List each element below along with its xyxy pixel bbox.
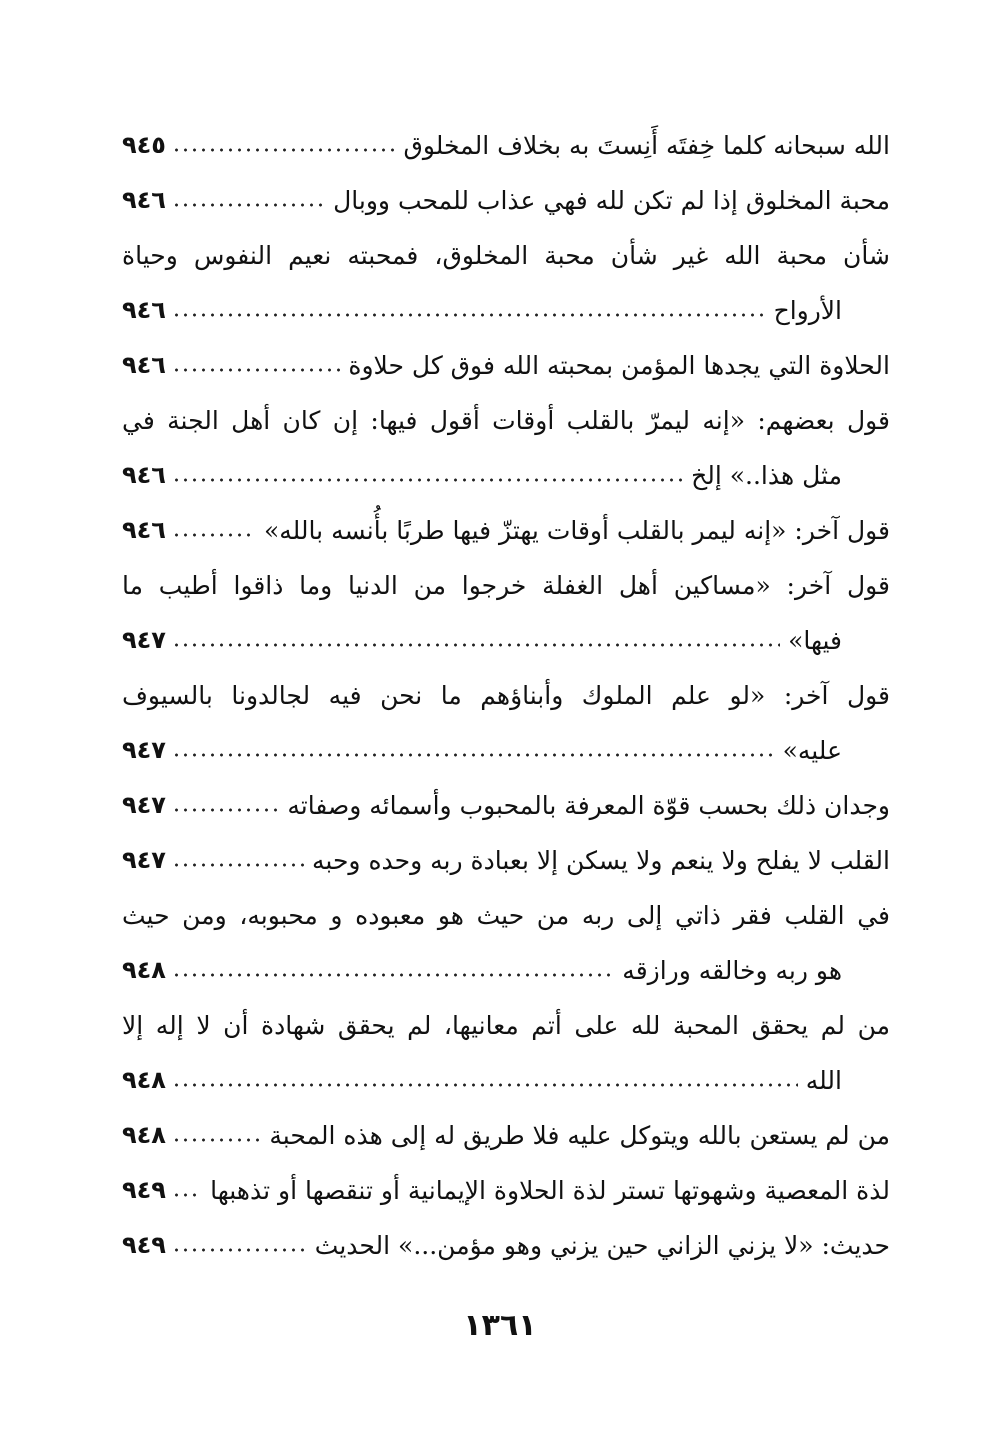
toc-entry-line [122,338,890,393]
toc-entry-line [122,613,890,668]
toc-entry-text: قول آخر: «مساكين أهل الغفلة خرجوا من الدنيا وما ذاقوا أطيب ما [122,571,890,600]
toc-entry [122,503,890,558]
toc-entry-page: ٩٤٦ [122,186,166,214]
toc-entry-line [122,778,890,833]
dot-leader [172,475,683,485]
toc-entry-page: ٩٤٧ [122,626,166,654]
dot-leader [172,530,256,540]
toc-entry-line [122,833,890,888]
toc-entry-text: الحلاوة التي يجدها المؤمن بمحبته الله فوق كل حلاوة [348,351,890,380]
toc-entry [122,393,890,503]
dot-leader [172,310,766,320]
table-of-contents [122,118,890,1273]
toc-entry [122,118,890,173]
toc-entry-line [122,943,890,998]
toc-entry-text: قول بعضهم: «إنه ليمرّ بالقلب أوقات أقول فيها: إن كان أهل الجنة في [122,406,890,435]
toc-entry [122,1163,890,1218]
toc-entry-text: قول آخر: «لو علم الملوك وأبناؤهم ما نحن فيه لجالدونا بالسيوف [122,681,890,710]
toc-entry-page: ٩٤٦ [122,351,166,379]
toc-entry-text: حديث: «لا يزني الزاني حين يزني وهو مؤمن...» الحديث [314,1231,890,1260]
toc-entry-page: ٩٤٥ [122,131,166,159]
dot-leader [172,1080,798,1090]
toc-entry [122,833,890,888]
toc-entry-line [122,283,890,338]
toc-entry-line [122,118,890,173]
toc-entry-text: مثل هذا..» إلخ [691,461,842,490]
page-number: ١٣٦١ [463,1308,537,1343]
toc-entry-text: قول آخر: «إنه ليمر بالقلب أوقات يهتزّ فيها طربًا بأُنسه بالله» [263,516,890,545]
toc-entry [122,778,890,833]
toc-entry-page: ٩٤٩ [122,1176,166,1204]
toc-entry [122,888,890,998]
toc-entry-text: الله سبحانه كلما خِفتَه أَنِستَ به بخلاف المخلوق [403,131,890,160]
toc-entry-page: ٩٤٧ [122,791,166,819]
dot-leader [172,805,279,815]
toc-entry-page: ٩٤٦ [122,461,166,489]
toc-entry [122,338,890,393]
toc-entry-text: هو ربه وخالقه ورازقه [622,956,842,985]
dot-leader [172,145,395,155]
toc-entry-page: ٩٤٨ [122,1121,166,1149]
toc-entry-text: الأرواح [773,296,842,325]
toc-entry-page: ٩٤٦ [122,296,166,324]
toc-entry-text: الله [805,1066,842,1095]
dot-leader [172,860,304,870]
dot-leader [172,1245,307,1255]
toc-entry-page: ٩٤٧ [122,736,166,764]
toc-entry-text: وجدان ذلك بحسب قوّة المعرفة بالمحبوب وأسمائه وصفاته [287,791,890,820]
toc-entry [122,1218,890,1273]
toc-entry [122,173,890,228]
toc-entry [122,1108,890,1163]
dot-leader [172,200,325,210]
toc-entry-page: ٩٤٨ [122,956,166,984]
toc-entry [122,998,890,1108]
dot-leader [172,1135,261,1145]
dot-leader [172,640,780,650]
toc-entry-text: من لم يحقق المحبة لله على أتم معانيها، لم يحقق شهادة أن لا إله إلا [122,1011,890,1040]
toc-entry-line [122,1218,890,1273]
toc-entry-line [122,448,890,503]
toc-entry-text: شأن محبة الله غير شأن محبة المخلوق، فمحبته نعيم النفوس وحياة [122,241,890,270]
toc-entry-line [122,1053,890,1108]
toc-entry [122,668,890,778]
dot-leader [172,365,340,375]
toc-entry-text: القلب لا يفلح ولا ينعم ولا يسكن إلا بعبادة ربه وحده وحبه [312,846,890,875]
toc-entry-line [122,503,890,558]
toc-entry-line [122,1108,890,1163]
toc-entry-page: ٩٤٦ [122,516,166,544]
dot-leader [172,750,775,760]
toc-entry-text: محبة المخلوق إذا لم تكن لله فهي عذاب للمحب ووبال [333,186,890,215]
toc-entry [122,228,890,338]
toc-entry-line [122,1163,890,1218]
toc-entry-text: لذة المعصية وشهوتها تستر لذة الحلاوة الإيمانية أو تنقصها أو تذهبها [210,1176,890,1205]
dot-leader [172,1190,202,1200]
toc-entry-page: ٩٤٨ [122,1066,166,1094]
toc-entry-line [122,723,890,778]
dot-leader [172,970,614,980]
toc-entry-text: فيها» [788,626,842,655]
toc-entry-line [122,173,890,228]
toc-entry-text: في القلب فقر ذاتي إلى ربه من حيث هو معبوده و محبوبه، ومن حيث [122,901,890,930]
toc-entry-page: ٩٤٧ [122,846,166,874]
toc-entry-text: عليه» [782,736,842,765]
toc-entry-page: ٩٤٩ [122,1231,166,1259]
toc-entry [122,558,890,668]
toc-entry-text: من لم يستعن بالله ويتوكل عليه فلا طريق له إلى هذه المحبة [269,1121,890,1150]
